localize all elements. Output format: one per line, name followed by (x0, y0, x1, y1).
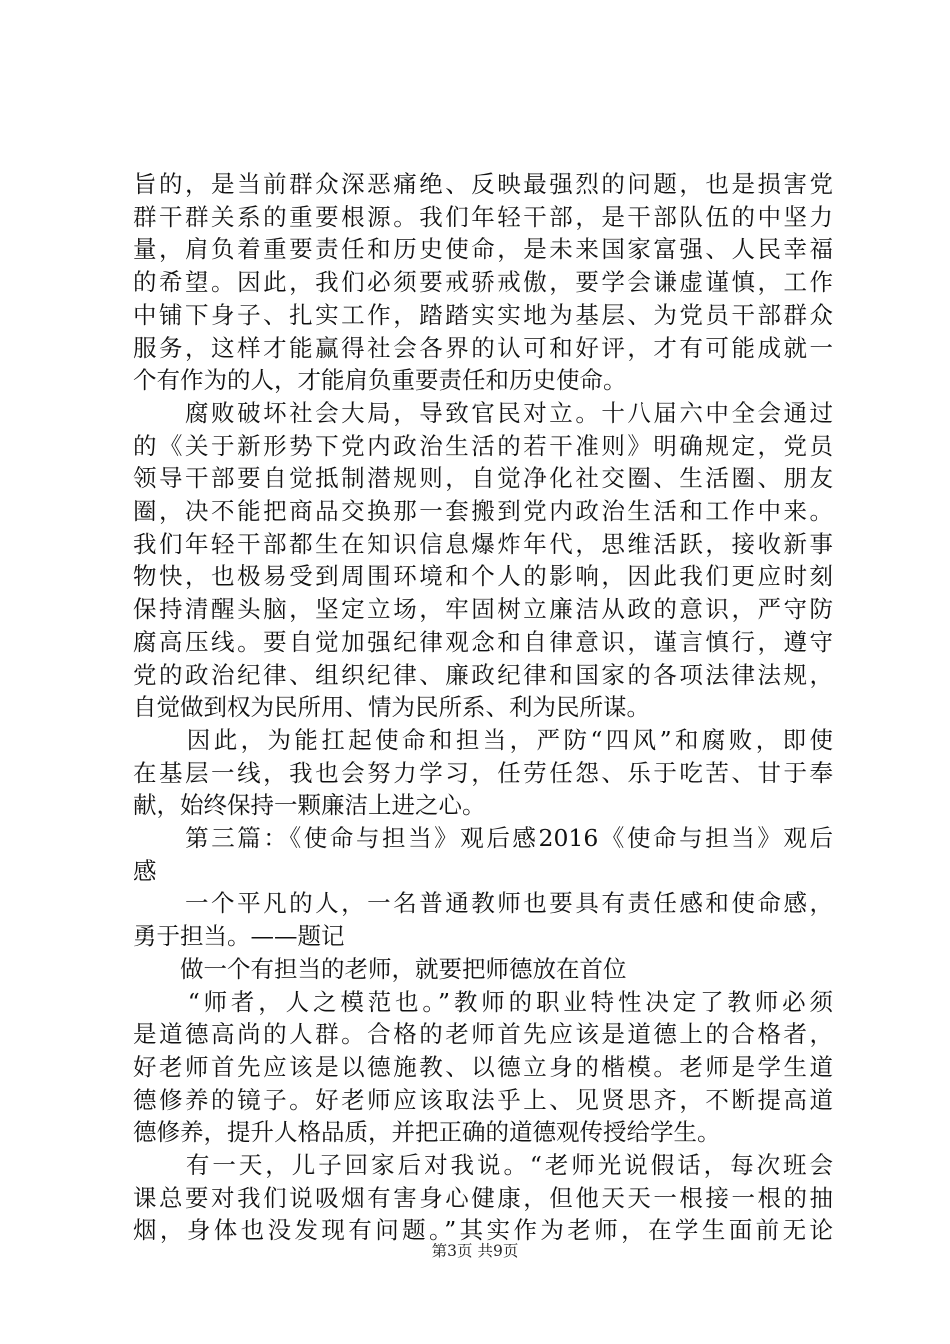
text-line: 的《关于新形势下党内政治生活的若干准则》明确规定，党员 (133, 431, 833, 460)
text-line: 自觉做到权为民所用、情为民所系、利为民所谋。 (133, 693, 650, 722)
text-line: “师者，人之模范也。”教师的职业特性决定了教师必须 (133, 987, 833, 1016)
text-line: 服务，这样才能赢得社会各界的认可和好评，才有可能成就一 (133, 333, 833, 362)
text-line: 个有作为的人，才能肩负重要责任和历史使命。 (133, 366, 627, 395)
text-line: 有一天，儿子回家后对我说。“老师光说假话，每次班会 (133, 1151, 833, 1179)
text-line: 是道德高尚的人群。合格的老师首先应该是道德上的合格者， (133, 1020, 833, 1049)
text-line: 课总要对我们说吸烟有害身心健康，但他天天一根接一根的抽 (133, 1183, 833, 1212)
text-line: 做一个有担当的老师，就要把师德放在首位 (133, 954, 627, 983)
page-footer: 第3页 共9页 (431, 1242, 519, 1260)
text-line: 腐败破坏社会大局，导致官民对立。十八届六中全会通过 (133, 398, 833, 427)
text-line: 德修养，提升人格品质，并把正确的道德观传授给学生。 (133, 1118, 721, 1147)
text-line: 勇于担当。——题记 (133, 922, 345, 951)
text-line: 群干群关系的重要根源。我们年轻干部，是干部队伍的中坚力 (133, 202, 833, 231)
text-line: 腐高压线。要自觉加强纪律观念和自律意识，谨言慎行，遵守 (133, 627, 833, 656)
text-line: 第三篇：《使命与担当》观后感2016《使命与担当》观后 (133, 824, 833, 852)
text-line: 烟，身体也没发现有问题。”其实作为老师，在学生面前无论 (133, 1216, 833, 1245)
text-line: 在基层一线，我也会努力学习，任劳任怨、乐于吃苦、甘于奉 (133, 758, 833, 787)
text-line: 献，始终保持一颗廉洁上进之心。 (133, 791, 486, 820)
text-line: 感 (133, 856, 157, 885)
text-line: 圈，决不能把商品交换那一套搬到党内政治生活和工作中来。 (133, 497, 833, 525)
text-line: 旨的，是当前群众深恶痛绝、反映最强烈的问题，也是损害党 (133, 170, 833, 198)
text-line: 的希望。因此，我们必须要戒骄戒傲，要学会谦虚谨慎，工作 (133, 268, 833, 297)
text-line: 党的政治纪律、组织纪律、廉政纪律和国家的各项法律法规， (133, 660, 833, 689)
text-line: 一个平凡的人，一名普通教师也要具有责任感和使命感， (133, 889, 833, 918)
text-line: 好老师首先应该是以德施教、以德立身的楷模。老师是学生道 (133, 1052, 833, 1081)
text-line: 量，肩负着重要责任和历史使命，是未来国家富强、人民幸福 (133, 235, 833, 264)
text-line: 因此，为能扛起使命和担当，严防“四风”和腐败，即使 (133, 725, 833, 754)
text-line: 我们年轻干部都生在知识信息爆炸年代，思维活跃，接收新事 (133, 529, 833, 558)
text-line: 德修养的镜子。好老师应该取法乎上、见贤思齐，不断提高道 (133, 1085, 833, 1114)
text-line: 中铺下身子、扎实工作，踏踏实实地为基层、为党员干部群众 (133, 300, 833, 329)
text-line: 保持清醒头脑，坚定立场，牢固树立廉洁从政的意识，严守防 (133, 595, 833, 624)
text-line: 物快，也极易受到周围环境和个人的影响，因此我们更应时刻 (133, 562, 833, 591)
text-line: 领导干部要自觉抵制潜规则，自觉净化社交圈、生活圈、朋友 (133, 464, 833, 493)
